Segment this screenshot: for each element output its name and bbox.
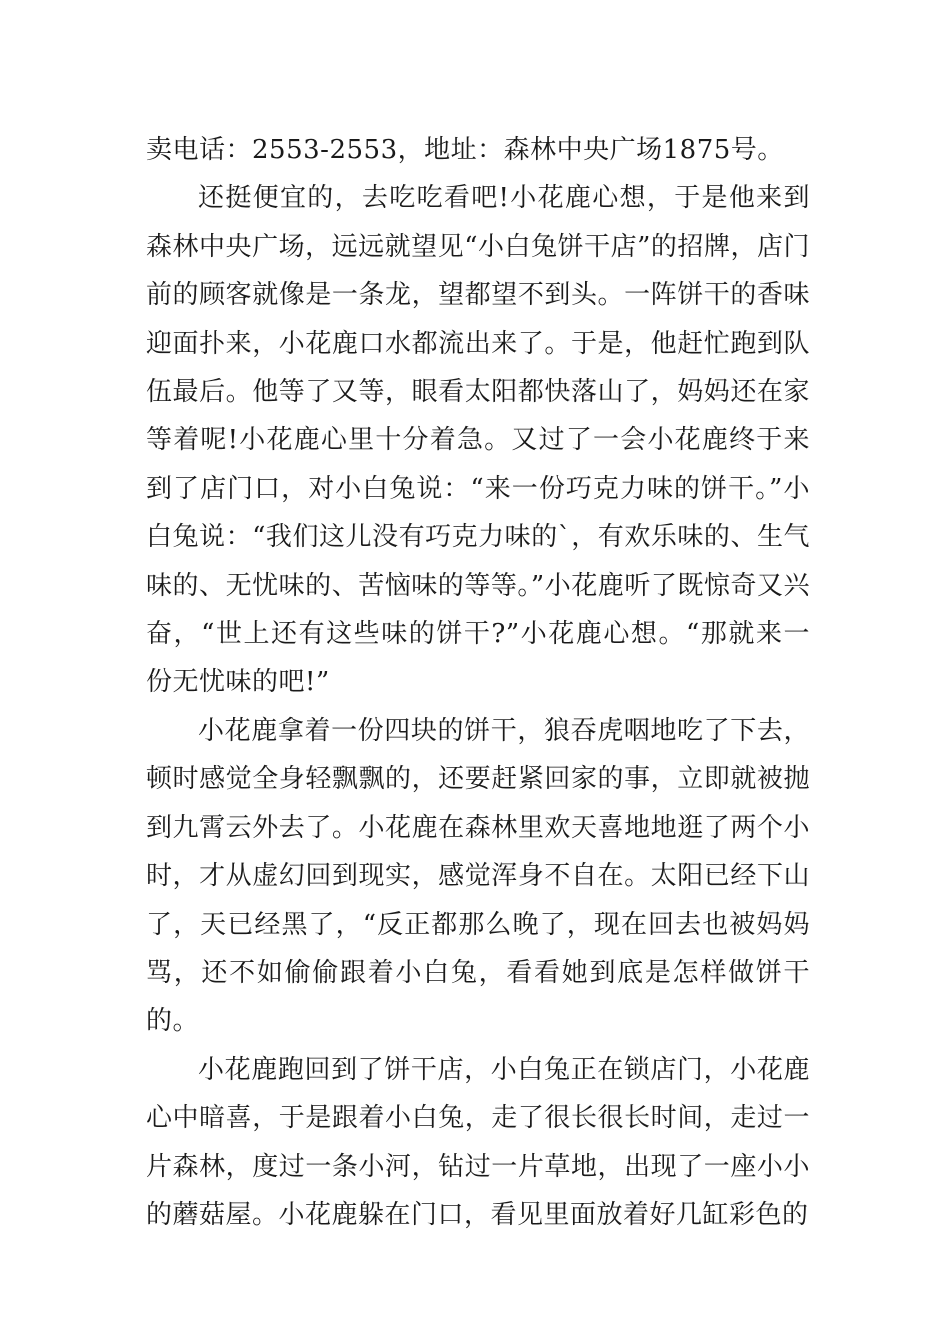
paragraph-2: 还挺便宜的，去吃吃看吧!小花鹿心想，于是他来到森林中央广场，远远就望见“小白兔饼干店”的招牌，店门前的顾客就像是一条龙，望都望不到头。一阵饼干的香味迎面扑来，小花鹿口水都流出来了。于是，他赶忙跑到队伍最后。他等了又等，眼看太阳都快落山了，妈妈还在家等着呢!小花鹿心里十分着急。又过了一会小花鹿终于来到了店门口，对小白兔说：“来一份巧克力味的饼干。”小白兔说：“我们这儿没有巧克力味的`，有欢乐味的、生气味的、无忧味的、苦恼味的等等。”小花鹿听了既惊奇又兴奋，“世上还有这些味的饼干?”小花鹿心想。“那就来一份无忧味的吧!” xyxy=(146,183,810,698)
paragraph-4: 小花鹿跑回到了饼干店，小白兔正在锁店门，小花鹿心中暗喜，于是跟着小白兔，走了很长很长时间，走过一片森林，度过一条小河，钻过一片草地，出现了一座小小的蘑菇屋。小花鹿躲在门口，看见里面放着好几缸彩色的 xyxy=(146,1054,810,1230)
paragraph-1: 卖电话：2553-2553，地址：森林中央广场1875号。 xyxy=(146,135,784,165)
paragraph-3: 小花鹿拿着一份四块的饼干，狼吞虎咽地吃了下去，顿时感觉全身轻飘飘的，还要赶紧回家的事，立即就被抛到九霄云外去了。小花鹿在森林里欢天喜地地逛了两个小时，才从虚幻回到现实，感觉浑身不自在。太阳已经下山了，天已经黑了，“反正都那么晚了，现在回去也被妈妈骂，还不如偷偷跟着小白兔，看看她到底是怎样做饼干的。 xyxy=(146,715,810,1037)
story-text-body xyxy=(146,126,810,1239)
